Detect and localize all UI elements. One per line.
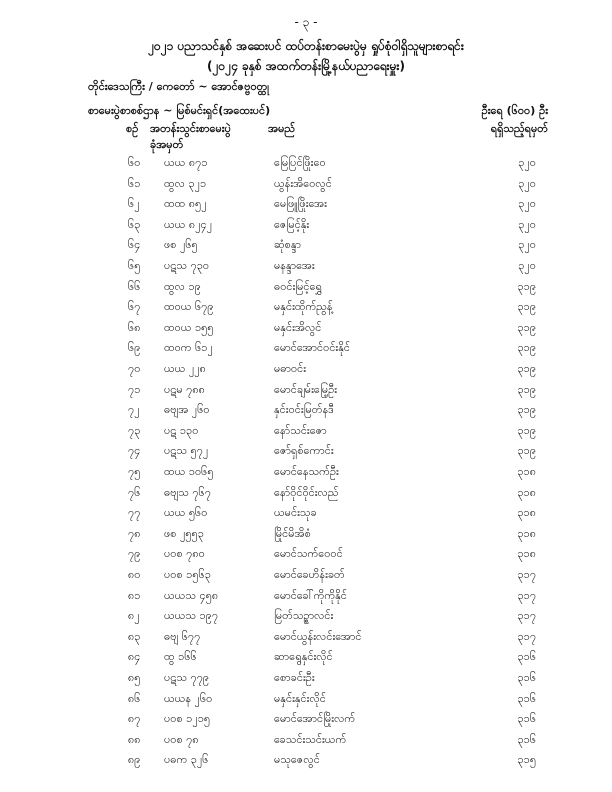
row-number: ၆၃ bbox=[128, 217, 141, 231]
row-id: ယယ ၈၇၁ bbox=[164, 156, 208, 169]
table-row bbox=[0, 259, 612, 281]
row-number: ၆၄ bbox=[128, 238, 141, 252]
row-score: ၃၁၈ bbox=[517, 465, 536, 478]
row-id: ထွလ ၃၂၁ bbox=[164, 176, 207, 190]
row-number: ၆၂ bbox=[128, 197, 140, 211]
row-number: ၆၁ bbox=[128, 176, 141, 190]
row-name: မောင်အောင်မြိုးလက် bbox=[274, 712, 356, 726]
row-number: ၆၀ bbox=[128, 156, 141, 169]
header-score: ရရှိသည့်ရမှတ် bbox=[490, 122, 548, 135]
row-name: နော်ဝိုင်ဝိုင်းလည် bbox=[274, 485, 339, 499]
row-name: ဆုံစန္ဒာ bbox=[274, 238, 302, 252]
row-name: ဆာရွေနှင်းလိုင် bbox=[274, 650, 333, 664]
row-score: ၃၂၀ bbox=[518, 156, 536, 169]
row-number: ၇၃ bbox=[128, 423, 141, 437]
row-name: မောင်ခေါ်ကိုကိုနိုင် bbox=[274, 588, 347, 602]
row-number: ၇၄ bbox=[128, 444, 141, 458]
row-number: ၇၅ bbox=[128, 465, 141, 478]
row-number: ၈၈ bbox=[128, 732, 141, 746]
table-row bbox=[0, 383, 612, 405]
row-name: စောခင်းဦး bbox=[274, 671, 315, 684]
row-id: ယယ ၈၂၄၂ bbox=[164, 217, 213, 231]
row-number: ၇၁ bbox=[128, 382, 141, 396]
row-number: ၇၂ bbox=[128, 403, 140, 417]
row-id: ထွ ၁၆၆ bbox=[164, 650, 197, 664]
row-score: ၃၁၉ bbox=[517, 300, 536, 314]
max-score-label: ဦးရေ (၆၀၀) ဦး bbox=[481, 104, 548, 117]
row-number: ၇၈ bbox=[128, 526, 141, 540]
row-number: ၈၂ bbox=[128, 609, 140, 623]
row-name: နှင်းဝင်းမြတ်နဒီ bbox=[274, 403, 334, 417]
row-score: ၃၁၅ bbox=[517, 753, 536, 767]
table-row bbox=[0, 712, 612, 734]
row-id: ပဝစ ၇၈ bbox=[164, 732, 199, 746]
table-row bbox=[0, 321, 612, 343]
row-id: ဓဗျအ ၂၆၀ bbox=[164, 403, 210, 417]
row-number: ၈၃ bbox=[128, 629, 141, 643]
row-score: ၃၁၇ bbox=[517, 568, 536, 581]
row-score: ၃၁၆ bbox=[517, 650, 536, 664]
row-score: ၃၁၇ bbox=[517, 629, 536, 643]
table-row bbox=[0, 630, 612, 652]
row-id: ပဋ ၁၃၀ bbox=[164, 423, 199, 437]
row-id: ပဋသ ၅၇၂ bbox=[164, 444, 209, 458]
row-name: မောင်ယွန်းလင်းအောင် bbox=[274, 629, 362, 643]
row-score: ၃၂၀ bbox=[518, 217, 536, 231]
row-name: မောင်အောင်ဝင်းနိုင် bbox=[274, 341, 351, 355]
table-row bbox=[0, 753, 612, 775]
table-row bbox=[0, 568, 612, 590]
row-score: ၃၁၉ bbox=[517, 279, 536, 293]
row-name: မြတ်သဉ္စာလင်း bbox=[274, 609, 334, 623]
table-row bbox=[0, 486, 612, 508]
row-score: ၃၂၀ bbox=[518, 197, 536, 211]
row-name: နော်သင်းဇော bbox=[274, 423, 327, 437]
row-name: မောင်ချမ်းမြေ့ဦး bbox=[274, 382, 338, 396]
header-id: အတန်းသွင်းစာမေးပွဲ bbox=[150, 122, 231, 135]
row-score: ၃၂၀ bbox=[518, 176, 536, 190]
row-number: ၈၀ bbox=[128, 568, 141, 581]
table-row bbox=[0, 362, 612, 384]
row-id: ထဝယ ၁၅၅ bbox=[164, 320, 214, 334]
table-row bbox=[0, 218, 612, 240]
row-number: ၇၇ bbox=[128, 506, 141, 520]
table-row bbox=[0, 156, 612, 178]
region-line: တိုင်းဒေသကြီး / ကေတော် ~ အောင်ဇဗ္ဗဝတ္ထု bbox=[88, 80, 269, 93]
row-id: ပဋသ ၇၇၉ bbox=[164, 671, 210, 684]
row-number: ၇၆ bbox=[128, 485, 141, 499]
row-score: ၃၁၇ bbox=[517, 588, 536, 602]
row-name: မြေပြင်ဖြိုးဝေ bbox=[274, 156, 326, 169]
table-row bbox=[0, 238, 612, 260]
row-score: ၃၂၀ bbox=[518, 238, 536, 252]
row-number: ၈၉ bbox=[128, 753, 141, 767]
row-name: မနန္ဒာအေး bbox=[274, 259, 315, 272]
row-name: ဇေမြင့်နိုး bbox=[274, 217, 310, 231]
row-id: ပဋသ ၇၃၀ bbox=[164, 259, 210, 272]
row-id: ဓဗျ ၆၇၇ bbox=[164, 629, 201, 643]
row-score: ၃၁၉ bbox=[517, 362, 536, 375]
table-row bbox=[0, 465, 612, 487]
row-id: ဖစ ၂၆၅ bbox=[164, 238, 198, 252]
table-row bbox=[0, 733, 612, 755]
table-row bbox=[0, 650, 612, 672]
row-score: ၃၁၉ bbox=[517, 320, 536, 334]
row-score: ၃၁၈ bbox=[517, 526, 536, 540]
row-score: ၃၁၉ bbox=[517, 341, 536, 355]
row-id: ယယ ၂၂၈ bbox=[164, 362, 206, 375]
row-id: ထယ ၁၀၆၅ bbox=[164, 465, 214, 478]
row-number: ၈၇ bbox=[128, 712, 141, 726]
row-name: ခေသင်းသင်းယက် bbox=[274, 732, 347, 746]
row-name: မဓာဝင်း bbox=[274, 362, 307, 375]
table-row bbox=[0, 424, 612, 446]
row-number: ၈၁ bbox=[128, 588, 141, 602]
table-row bbox=[0, 609, 612, 631]
row-id: ထဝယ ၆၇၉ bbox=[164, 300, 214, 314]
row-number: ၇၀ bbox=[128, 362, 141, 375]
row-name: ဓဝင်းမြင့်ရွှေ bbox=[274, 279, 322, 293]
table-row bbox=[0, 197, 612, 219]
table-row bbox=[0, 403, 612, 425]
row-number: ၆၉ bbox=[128, 341, 141, 355]
row-number: ၆၈ bbox=[128, 320, 141, 334]
exam-center-line: စာမေးပွဲစာစစ်ဌာန ~ မြစ်မင်းရှင်(အထေးပင်) bbox=[88, 104, 271, 117]
row-id: ပဝစ ၁၂၁၅ bbox=[164, 712, 211, 726]
row-score: ၃၁၈ bbox=[517, 485, 536, 499]
row-score: ၃၂၀ bbox=[518, 259, 536, 272]
row-id: ထဝက ၆၁၂ bbox=[164, 341, 213, 355]
row-id: ပဝစ ၁၅၆၃ bbox=[164, 568, 211, 581]
table-row bbox=[0, 527, 612, 549]
row-name: မေဖြူဖြိုးအေး bbox=[274, 197, 327, 211]
row-name: မောင်ခေဟိန်းခတ် bbox=[274, 568, 345, 581]
table-row bbox=[0, 280, 612, 302]
row-id: ပဋမ ၇၈၈ bbox=[164, 382, 205, 396]
row-score: ၃၁၈ bbox=[517, 506, 536, 520]
row-id: ယယသ ၁၉၇ bbox=[164, 609, 219, 623]
row-id: ပဓက ၃၂၆ bbox=[164, 753, 209, 767]
row-name: မနှင်းအိလွင် bbox=[274, 320, 322, 334]
row-score: ၃၁၈ bbox=[517, 547, 536, 561]
row-number: ၈၆ bbox=[128, 691, 141, 705]
table-row bbox=[0, 300, 612, 322]
header-id-line-2: ခုံအမှတ် bbox=[150, 138, 184, 151]
table-row bbox=[0, 547, 612, 569]
table-row bbox=[0, 177, 612, 199]
row-score: ၃၁၆ bbox=[517, 671, 536, 684]
row-number: ၈၄ bbox=[128, 650, 141, 664]
row-name: ယမင်းသုခ bbox=[274, 506, 317, 520]
row-number: ၇၉ bbox=[128, 547, 141, 561]
document-title: ၂၀၂၁ ပညာသင်နှစ် အဆေးပင် ထပ်တန်းစာမေးပွဲမှ ရှုပ်စုံဝါရှိသူများစာရင်း bbox=[148, 39, 464, 53]
row-id: ဓဗျသ ၇၆၇ bbox=[164, 485, 211, 499]
row-score: ၃၁၉ bbox=[517, 423, 536, 437]
row-number: ၆၅ bbox=[128, 259, 141, 272]
row-score: ၃၁၉ bbox=[517, 403, 536, 417]
table-row bbox=[0, 692, 612, 714]
header-name: အမည် bbox=[268, 122, 296, 135]
row-number: ၆၇ bbox=[128, 300, 141, 314]
row-number: ၈၅ bbox=[128, 671, 141, 684]
row-score: ၃၁၆ bbox=[517, 712, 536, 726]
row-score: ၃၁၉ bbox=[517, 444, 536, 458]
row-id: ယယန ၂၆၀ bbox=[164, 691, 213, 705]
row-id: ယယသ ၄၅၈ bbox=[164, 588, 219, 602]
table-row bbox=[0, 444, 612, 466]
row-name: မြိုင်မိအိစံ bbox=[274, 526, 311, 540]
table-row bbox=[0, 506, 612, 528]
row-id: ဖစ ၂၅၅၃ bbox=[164, 526, 204, 540]
row-name: မောင်သက်ဝေဝင် bbox=[274, 547, 343, 561]
table-row bbox=[0, 341, 612, 363]
row-id: ပဝစ ၇၈၀ bbox=[164, 547, 205, 561]
document-subtitle: (၂၀၂၄ ခုနှစ် အထက်တန်းမြို့နယ်ပညာရေးမှူး) bbox=[207, 59, 405, 73]
row-score: ၃၁၇ bbox=[517, 609, 536, 623]
row-name: မသုဇေလွင် bbox=[274, 753, 320, 767]
page-number: - ၃ - bbox=[294, 15, 318, 29]
row-name: မနှင်းထိုက်ညွန့် bbox=[274, 300, 333, 314]
row-score: ၃၁၉ bbox=[517, 382, 536, 396]
row-number: ၆၆ bbox=[128, 279, 141, 293]
row-score: ၃၁၆ bbox=[517, 732, 536, 746]
table-row bbox=[0, 671, 612, 693]
table-row bbox=[0, 589, 612, 611]
header-no: စဉ် bbox=[126, 122, 139, 135]
row-id: ထထ ၈၅၂ bbox=[164, 197, 207, 211]
row-id: ယယ ၅၆၀ bbox=[164, 506, 208, 520]
row-name: မနှင်းနှင်းလိုင် bbox=[274, 691, 326, 705]
row-id: ထွလ ၁၉ bbox=[164, 279, 201, 293]
row-name: ယွန်းအိဝေလွင် bbox=[274, 176, 332, 190]
row-name: မောင်နေသက်ဦး bbox=[274, 465, 339, 478]
row-name: ဇော်ရှစ်ကောင်း bbox=[274, 444, 334, 458]
row-score: ၃၁၆ bbox=[517, 691, 536, 705]
